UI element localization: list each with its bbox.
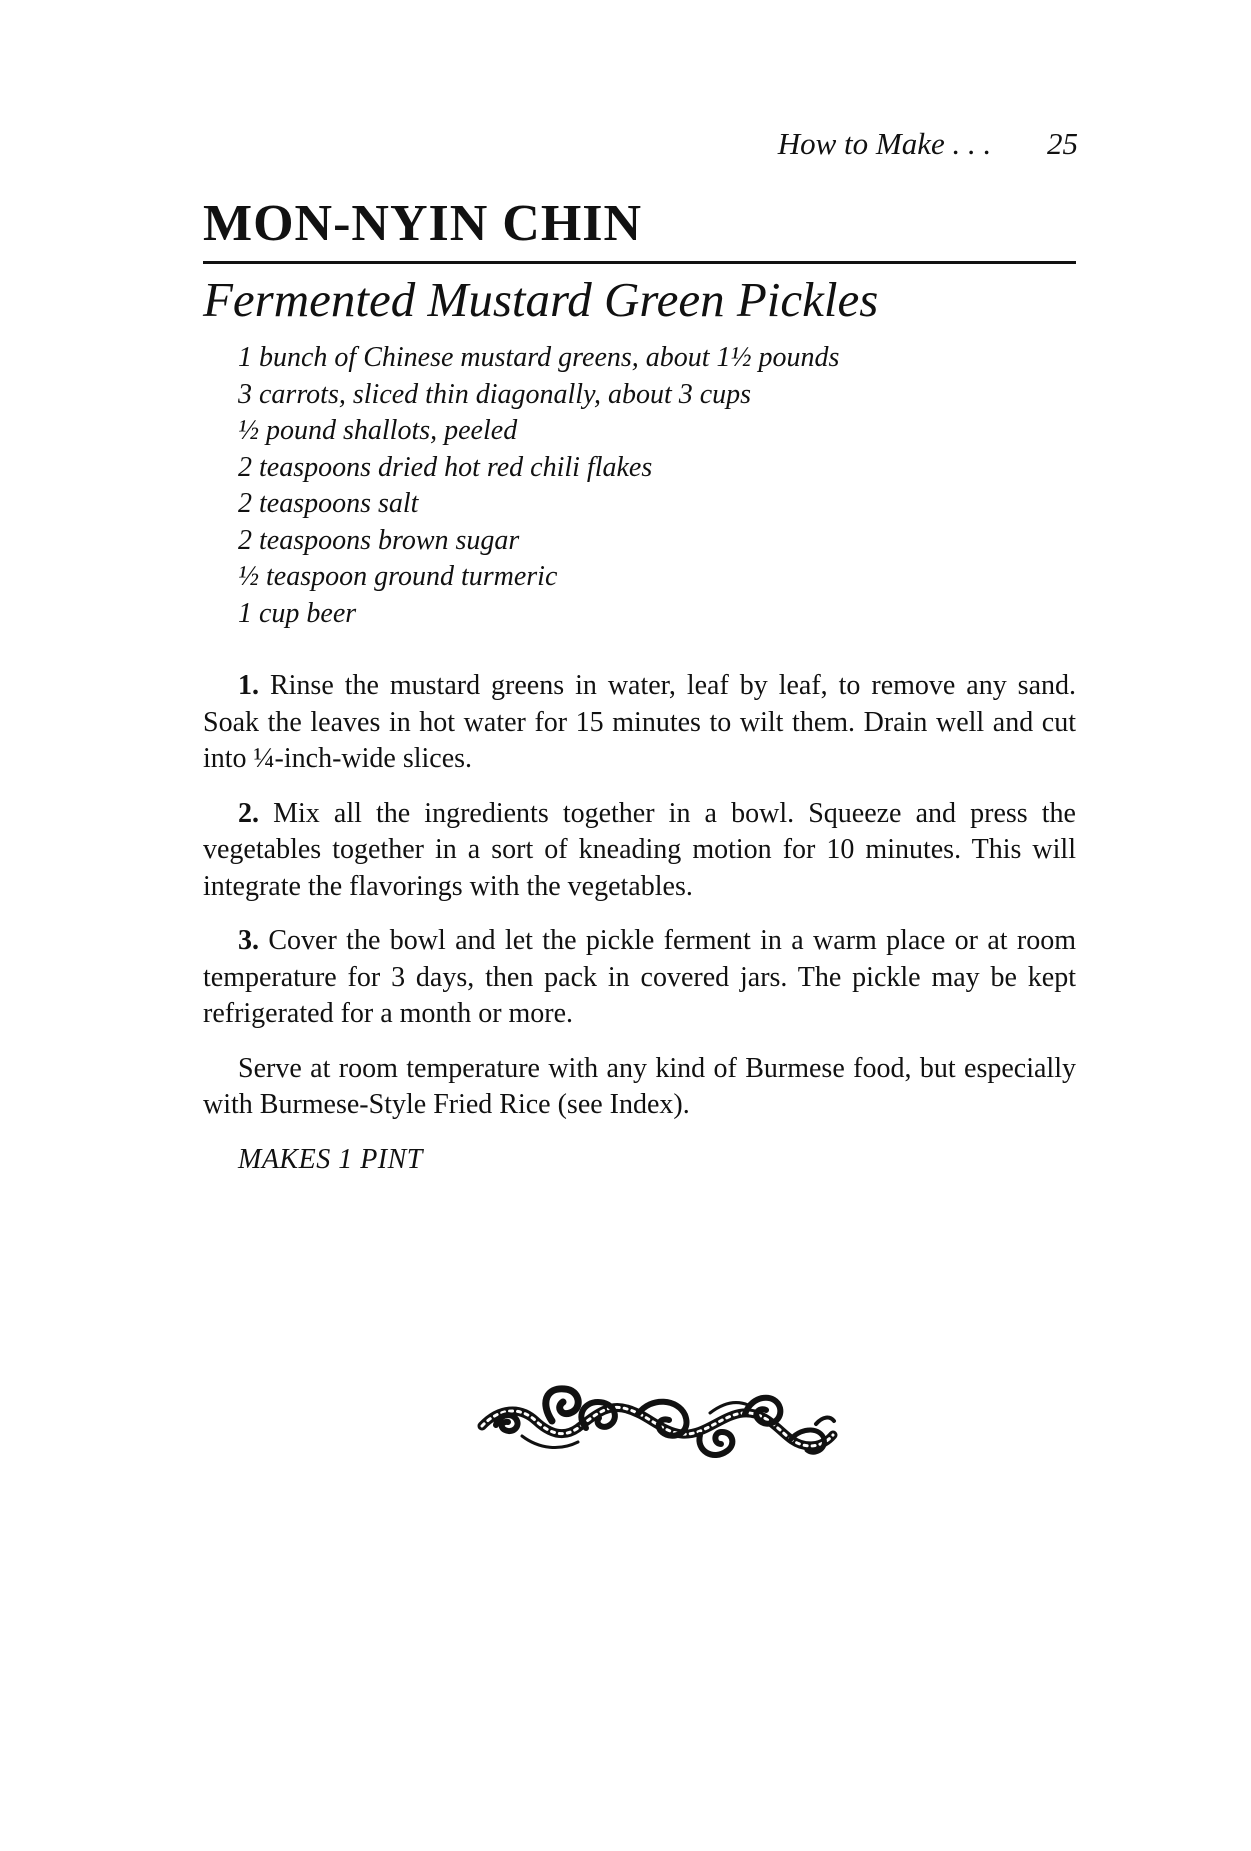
ingredient-item: 2 teaspoons brown sugar [238,524,520,556]
ingredient-item: 2 teaspoons dried hot red chili flakes [238,451,653,483]
ingredients-list [238,340,839,632]
instruction-step [203,796,1076,906]
instruction-step [203,923,1076,1033]
step-number: 3. [238,925,259,956]
ingredient-item: 1 cup beer [238,597,357,629]
ingredient-item: ½ pound shallots, peeled [238,415,518,446]
instruction-step [203,668,1076,778]
serving-note: Serve at room temperature with any kind of Burmese food, but especially with Burmese-Style Fried Rice (see Index). [203,1052,1076,1120]
ingredient-item: ½ teaspoon ground turmeric [238,561,558,592]
recipe-title: MON-NYIN CHIN [203,195,643,252]
step-number: 2. [238,797,259,829]
decorative-flourish-icon [474,1378,838,1466]
running-title: How to Make . . . [777,126,992,161]
recipe-yield: MAKES 1 PINT [238,1143,423,1175]
recipe-subtitle: Fermented Mustard Green Pickles [203,272,879,327]
ingredient-item: 2 teaspoons salt [238,488,419,519]
ingredient-item: 3 carrots, sliced thin diagonally, about 3 cups [238,378,752,410]
running-head [778,128,1078,159]
step-number: 1. [238,670,259,701]
ingredient-item: 1 bunch of Chinese mustard greens, about 1½ pounds [238,342,840,373]
step-text: Mix all the ingredients together in a bowl. Squeeze and press the vegetables together in a sort of kneading motion for 10 minutes. This will integrate the flavorings with the vegetables. [203,797,1076,902]
step-text: Rinse the mustard greens in water, leaf by leaf, to remove any sand. Soak the leaves in hot water for 15 minutes to wilt them. Drain well and cut into ¼-inch-wide slices. [203,670,1077,774]
page-number: 25 [1047,126,1078,161]
step-text: Cover the bowl and let the pickle ferment in a warm place or at room temperature for 3 days, then pack in covered jars. The pickle may be kept refrigerated for a month or more. [203,925,1076,1029]
title-rule [203,261,1076,264]
recipe-instructions [203,668,1076,1178]
